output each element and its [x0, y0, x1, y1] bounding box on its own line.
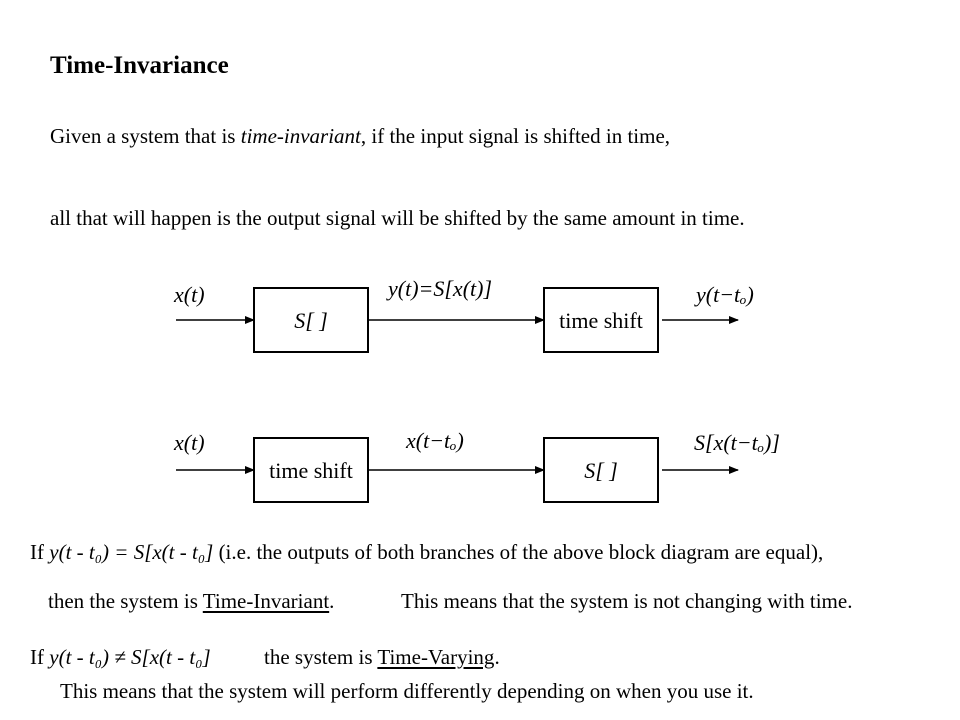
bottom-mid-label: x(t−tₒ) [406, 428, 464, 453]
intro-line-1-pre: Given a system that is [50, 124, 241, 148]
varying-then-post: . [494, 645, 500, 669]
invariant-condition-line [30, 540, 823, 565]
varying-then-pre: the system is [264, 645, 378, 669]
top-input-label: x(t) [174, 282, 205, 307]
varying-if: If [30, 645, 50, 669]
varying-equation: y(t - t₀) ≠ S[x(t - t₀] [49, 645, 211, 669]
invariant-then-post: . [329, 589, 335, 613]
bottom-block1-label: time shift [269, 458, 353, 483]
intro-line-1-post: , if the input signal is shifted in time, [360, 124, 671, 148]
invariant-explanation: (i.e. the outputs of both branches of the above block diagram are equal), [218, 540, 824, 564]
top-branch [173, 276, 754, 352]
top-block1-label: S[ ] [294, 308, 328, 333]
varying-term: Time-Varying [377, 645, 495, 669]
page-title: Time-Invariance [50, 52, 229, 79]
invariant-conclusion-line [48, 589, 334, 614]
intro-term-time-invariant: time-invariant [240, 124, 361, 148]
invariant-meaning: This means that the system is not changing with time. [401, 589, 853, 613]
invariant-term: Time-Invariant [202, 589, 330, 613]
invariant-equation: y(t - t₀) = S[x(t - t₀] [49, 540, 219, 564]
invariant-if: If [30, 540, 50, 564]
top-block2-label: time shift [559, 308, 643, 333]
varying-condition-line [30, 645, 211, 670]
bottom-branch [173, 428, 780, 502]
bottom-input-label: x(t) [174, 430, 205, 455]
invariant-then-pre: then the system is [48, 589, 203, 613]
top-mid-label: y(t)=S[x(t)] [388, 276, 493, 301]
varying-meaning: This means that the system will perform differently depending on when you use it. [60, 679, 754, 703]
top-output-label: y(t−tₒ) [696, 282, 754, 307]
varying-conclusion [264, 645, 500, 670]
bottom-block2-label: S[ ] [584, 458, 618, 483]
intro-line-2: all that will happen is the output signal will be shifted by the same amount in time. [50, 206, 745, 230]
bottom-output-label: S[x(t−tₒ)] [694, 430, 780, 455]
